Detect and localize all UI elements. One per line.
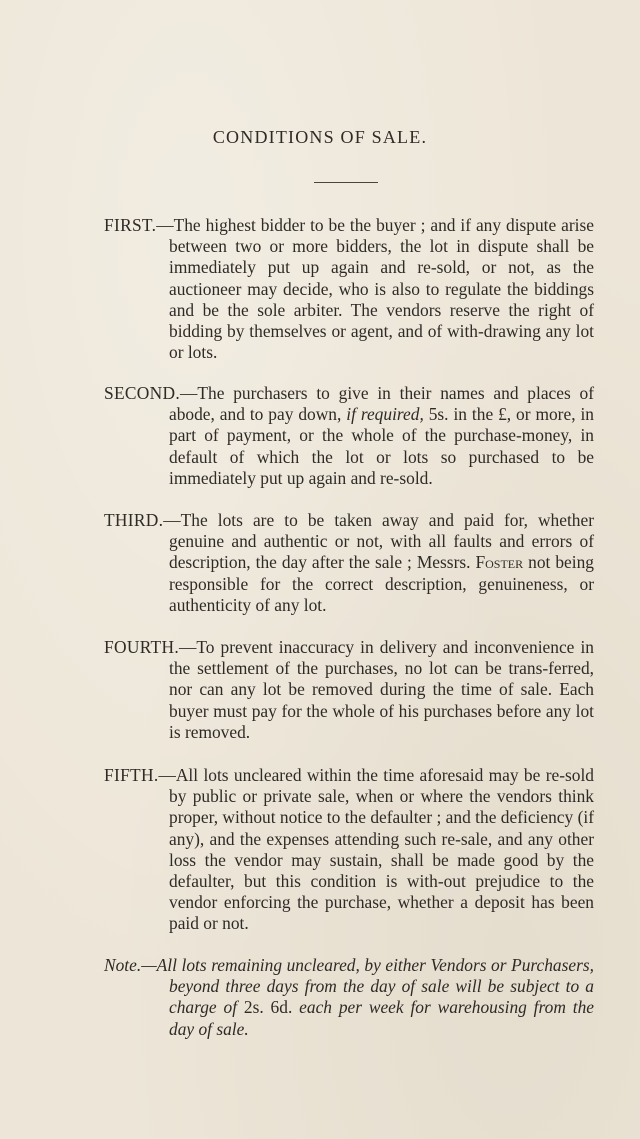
auctioneer-name: Foster [475, 552, 524, 573]
condition-text: —The lots are to be taken away and paid for, whether genuine and authentic or not, with all faults and errors of description, the day after the sale ; Messrs. [163, 510, 594, 573]
heading-rule [314, 182, 378, 183]
condition-text: —To prevent inaccuracy in delivery and inconvenience in the settlement of the purchases, no lot can be trans-ferred, nor can any lot be removed during the time of sale. Each buyer must pay for the whole of his purchases before any lot is removed. [169, 637, 594, 742]
condition-text: not being responsible for the correct description, genuineness, or authenticity of any lot. [169, 552, 594, 615]
condition-second [104, 383, 594, 489]
condition-text: —The purchasers to give in their names and places of abode, and to pay down, [169, 383, 594, 425]
note-lead: Note. [104, 955, 142, 975]
condition-lead: THIRD. [104, 510, 164, 530]
condition-third [104, 510, 594, 616]
condition-fifth [104, 765, 594, 935]
condition-text: —The highest bidder to be the buyer ; and if any dispute arise between two or more bidders, the lot in dispute shall be immediately put up again and re-sold, or not, as the auctioneer may decide, who is also to regulate the biddings and be the sole arbiter. The vendors reserve the right of bidding by themselves or agent, and of with-drawing any lot or lots. [156, 215, 594, 363]
condition-paragraph [104, 765, 594, 935]
condition-lead: FIFTH. [104, 765, 159, 785]
condition-fourth [104, 637, 594, 743]
condition-text: —All lots uncleared within the time aforesaid may be re-sold by public or private sale, when or where the vendors think proper, without notice to the defaulter ; and the deficiency (if any), and the expenses attending such re-sale, and any other loss the vendor may sustain, shall be made good by the defaulter, but this condition is with-out prejudice to the vendor enforcing the purchase, whether a deposit has been paid or not. [158, 765, 594, 934]
condition-text-italic: if required, [346, 404, 424, 425]
condition-text: 5s. in the £, or more, in part of payment, or the whole of the purchase-money, in default of which the lot or lots so purchased to be immediately put up again and re-sold. [169, 404, 594, 488]
page-heading: CONDITIONS OF SALE. [212, 127, 428, 147]
note [104, 955, 594, 1040]
condition-lead: FIRST. [104, 215, 157, 235]
note-paragraph [104, 955, 594, 1040]
note-text: each per week for warehousing from the day of sale. [169, 997, 594, 1039]
condition-paragraph [104, 383, 594, 489]
note-charge: 2s. 6d. [243, 997, 293, 1018]
condition-paragraph [104, 637, 594, 743]
condition-first [104, 215, 594, 363]
note-text: —All lots remaining uncleared, by either Vendors or Purchasers, beyond three days from the day of sale will be subject to a charge of [141, 955, 594, 1018]
condition-lead: FOURTH. [104, 637, 179, 657]
condition-paragraph [104, 510, 594, 616]
condition-lead: SECOND. [104, 383, 181, 403]
condition-paragraph [104, 215, 594, 363]
